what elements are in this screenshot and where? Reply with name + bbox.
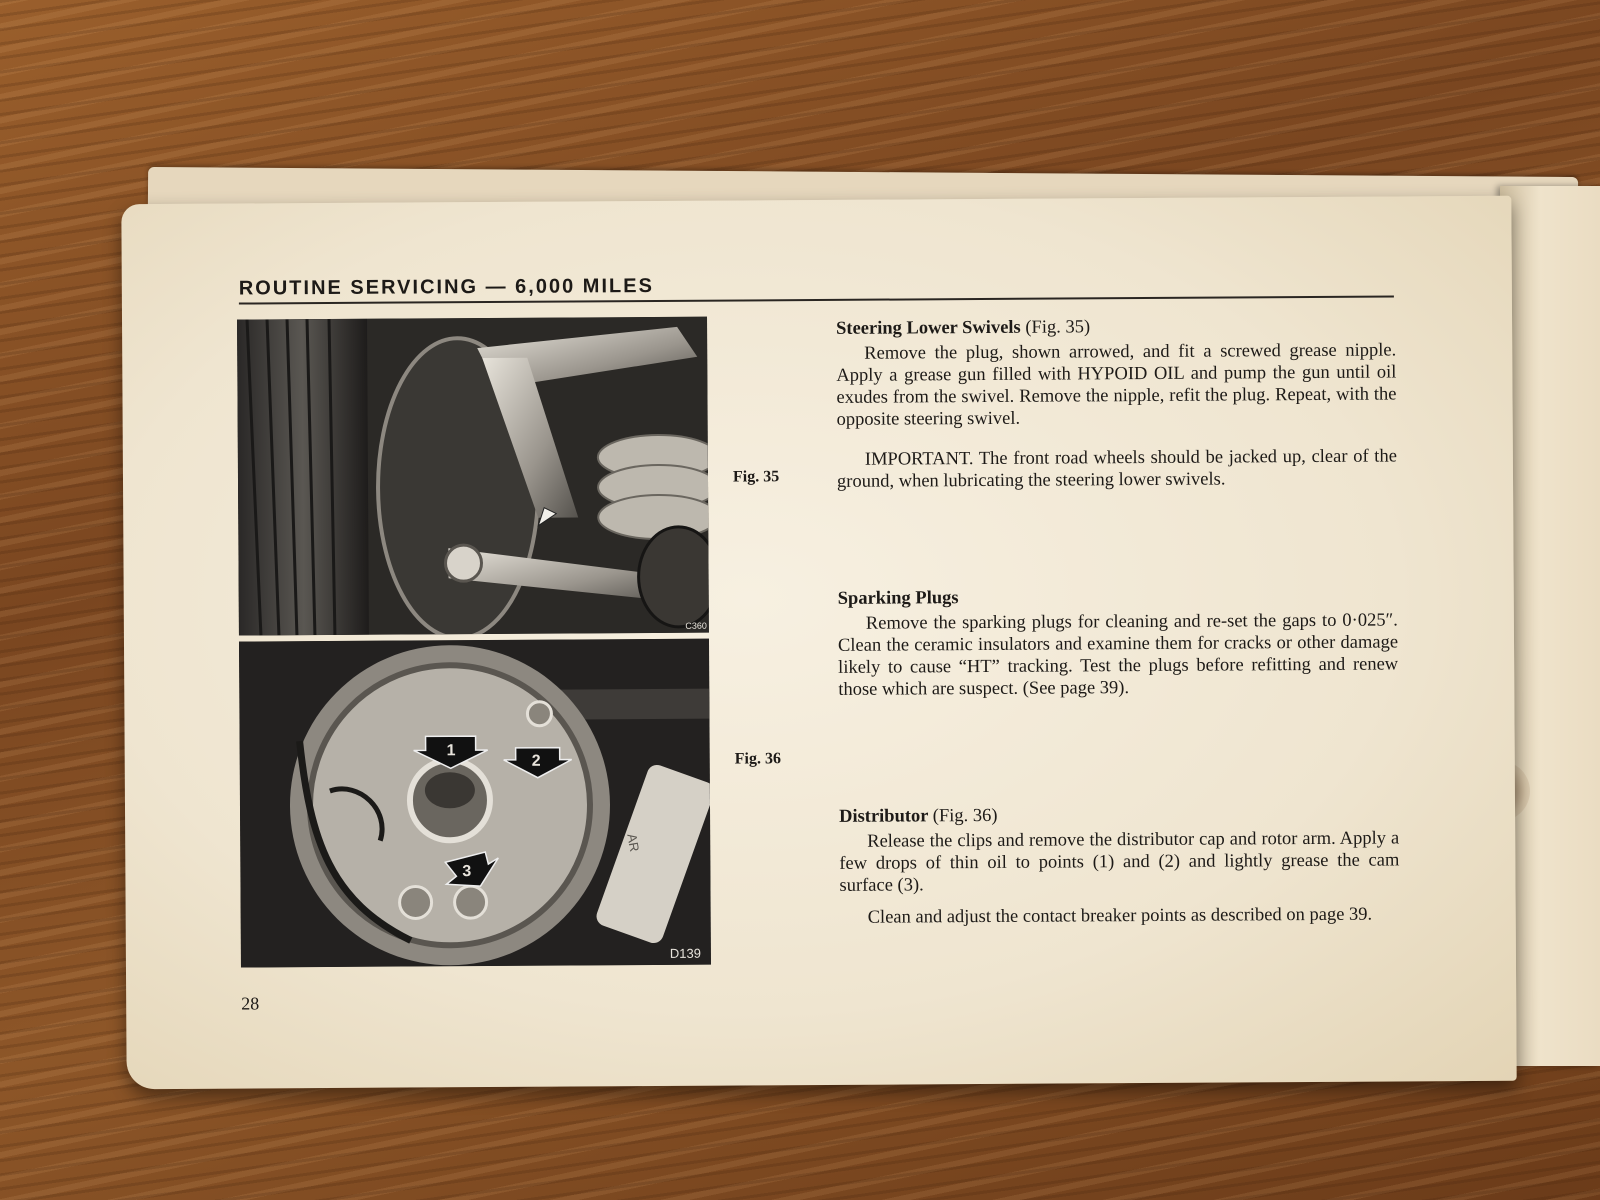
distributor-title (839, 802, 1399, 827)
distributor-paragraph-1: Release the clips and remove the distributor cap and rotor arm. Apply a few drops of thin oil to points (1) and (2) and lightly grease the cam surface (3). (839, 828, 1400, 896)
plugs-title (838, 584, 1398, 609)
fig36-stamp: AR (624, 832, 643, 853)
fig36-label: Fig. 36 (734, 750, 781, 768)
fig36-photo (239, 639, 711, 968)
fig36-code: D139 (669, 945, 701, 961)
fig35-label: Fig. 35 (732, 468, 780, 486)
distributor-section (839, 802, 1400, 938)
fig36-arrow-2-label: 2 (531, 752, 541, 770)
page-header (239, 270, 1394, 304)
steering-important: IMPORTANT. The front road wheels should be jacked up, clear of the ground, when lubricating the steering lower swivels. (836, 446, 1397, 492)
fig35-photo (237, 317, 709, 636)
manual-page (121, 196, 1516, 1089)
page-number: 28 (241, 993, 260, 1014)
steering-title (836, 314, 1396, 339)
plugs-section (838, 584, 1399, 710)
steering-title-text: Steering Lower Swivels (836, 317, 1021, 339)
distributor-title-text: Distributor (839, 806, 929, 827)
plugs-title-text: Sparking Plugs (837, 588, 959, 609)
fig35-code: C360 (685, 620, 707, 631)
plugs-paragraph-1: Remove the sparking plugs for cleaning and re-set the gaps to 0·025″. Clean the ceramic insulators and examine them for cracks or other damage likely to cause “HT” tracking. Test the plugs before refitting and renew those which are suspect. (See page 39). (837, 610, 1399, 700)
distributor-fig-ref: (Fig. 36) (932, 805, 998, 827)
steering-paragraph-1: Remove the plug, shown arrowed, and fit a screwed grease nipple. Apply a grease gun filled with HYPOID OIL and pump the gun until oil exudes from the swivel. Remove the nipple, refit the plug. Repeat, with the opposite steering swivel. (836, 340, 1397, 430)
page-title: ROUTINE SERVICING — 6,000 MILES (238, 275, 654, 300)
fig36-arrow-1-label: 1 (446, 742, 456, 760)
fig36-arrow-3-label: 3 (462, 863, 472, 881)
steering-fig-ref: (Fig. 35) (1025, 317, 1091, 338)
distributor-paragraph-2: Clean and adjust the contact breaker points as described on page 39. (867, 904, 1373, 928)
steering-section (836, 314, 1397, 502)
